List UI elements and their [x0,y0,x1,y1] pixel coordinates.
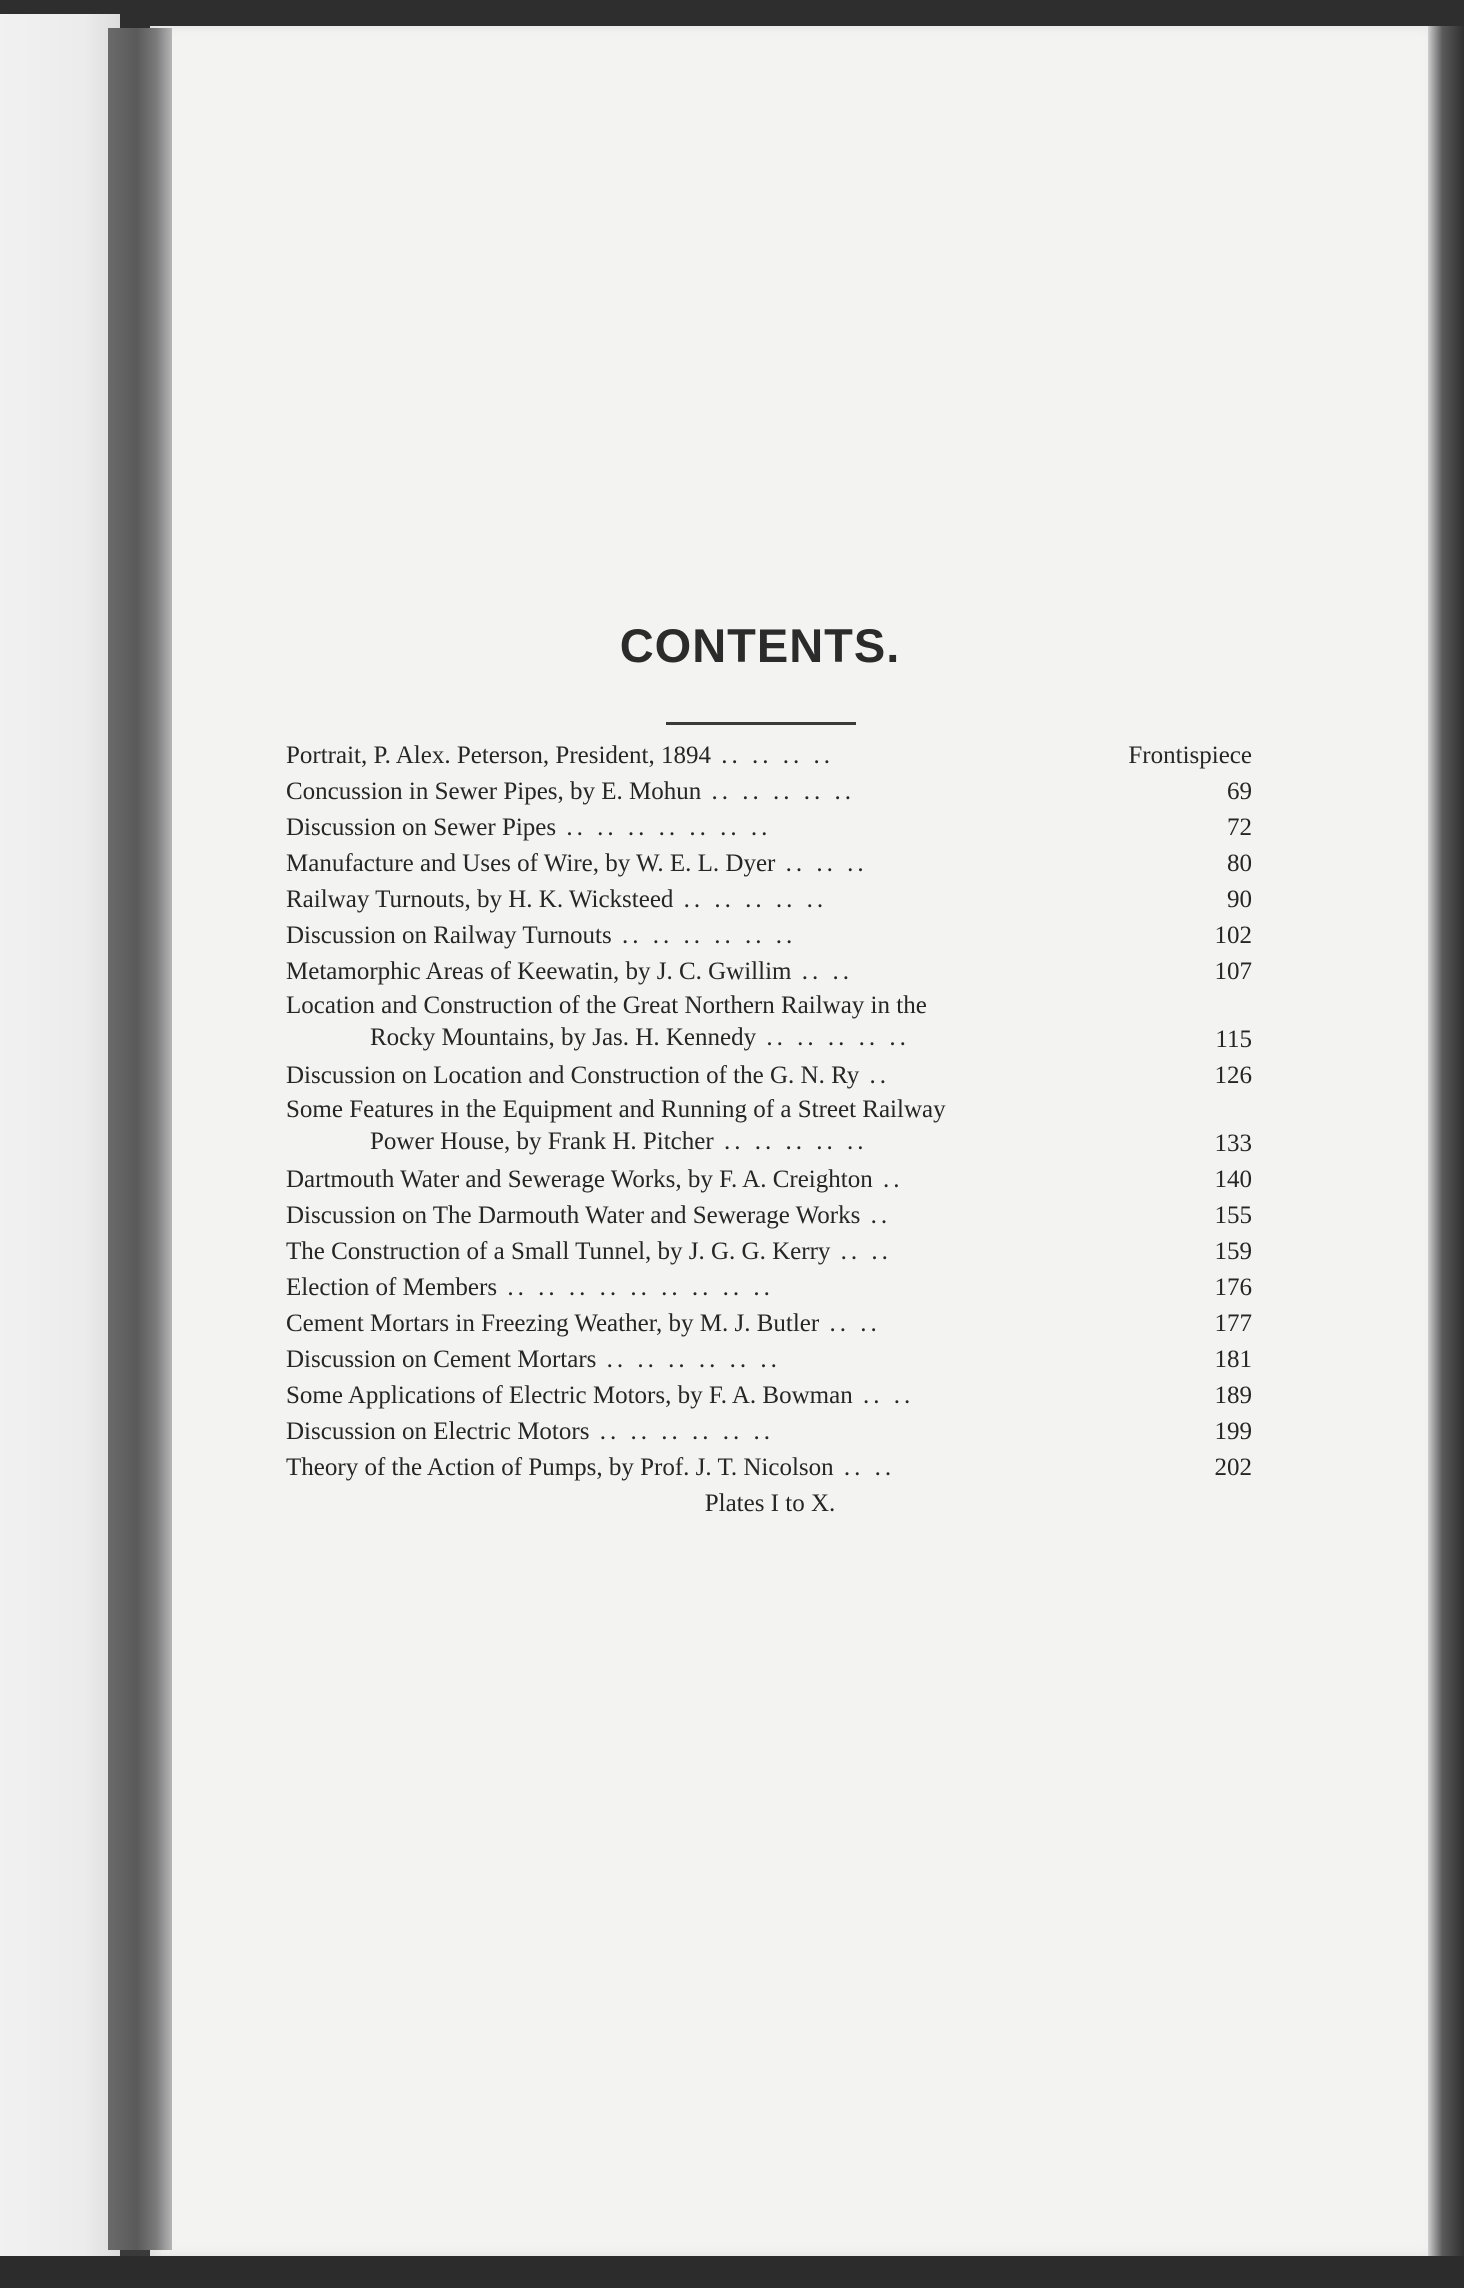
toc-page-number: 155 [1214,1202,1252,1229]
toc-entry [286,738,1252,774]
plates-note: Plates I to X. [704,1490,836,1517]
toc-entry-title: Discussion on Electric Motors [286,1418,590,1445]
toc-page-number: 133 [1214,1130,1252,1157]
toc-entry [286,1270,1252,1306]
toc-entry-title: Manufacture and Uses of Wire, by W. E. L. Dyer [286,850,776,877]
table-of-contents [286,738,1252,1486]
toc-leader-dots: .. .. .. .. .. .. [589,1418,774,1445]
toc-page-number: 176 [1214,1274,1252,1301]
book-gutter [108,28,172,2250]
toc-entry-title: Portrait, P. Alex. Peterson, President, 1894 [286,742,711,769]
toc-leader-dots: .. .. .. .. [710,742,834,769]
toc-page-number: 102 [1214,922,1252,949]
toc-entry-title: Some Applications of Electric Motors, by F. A. Bowman [286,1382,853,1409]
toc-entry [286,1450,1252,1486]
toc-entry [286,846,1252,882]
toc-leader-dots: .. [872,1166,904,1193]
toc-entry-title: Railway Turnouts, by H. K. Wicksteed [286,886,674,913]
toc-page-number: Frontispiece [1128,742,1252,769]
toc-leader-dots: .. .. .. .. .. [673,886,828,913]
toc-page-number: 177 [1214,1310,1252,1337]
toc-leader-dots: .. .. .. .. .. [713,1128,868,1155]
toc-entry-title: Discussion on Sewer Pipes [286,814,557,841]
toc-entry [286,918,1252,954]
toc-entry-title: Discussion on The Darmouth Water and Sewerage Works [286,1202,861,1229]
toc-entry [286,1058,1252,1094]
toc-leader-dots: .. .. [852,1382,915,1409]
toc-entry-title: Cement Mortars in Freezing Weather, by M. J. Butler [286,1310,820,1337]
toc-entry [286,1306,1252,1342]
toc-entry [286,774,1252,810]
toc-entry [286,1378,1252,1414]
toc-page-number: 107 [1214,958,1252,985]
toc-page-number: 181 [1214,1346,1252,1373]
toc-page-number: 202 [1214,1454,1252,1481]
toc-entry-title-continued: Rocky Mountains, by Jas. H. Kennedy [370,1024,757,1051]
toc-entry-title: Some Features in the Equipment and Running of a Street Railway [286,1096,946,1123]
toc-entry [286,990,1252,1058]
toc-entry-title: Concussion in Sewer Pipes, by E. Mohun [286,778,702,805]
toc-entry [286,810,1252,846]
toc-entry-title: Discussion on Cement Mortars [286,1346,597,1373]
toc-entry-title: Theory of the Action of Pumps, by Prof. J. T. Nicolson [286,1454,834,1481]
toc-leader-dots: .. .. .. .. .. [701,778,856,805]
facing-page-edge [0,14,120,2264]
toc-entry-title: Discussion on Location and Construction of the G. N. Ry [286,1062,860,1089]
toc-entry-title: The Construction of a Small Tunnel, by J. G. G. Kerry [286,1238,831,1265]
toc-entry-title: Discussion on Railway Turnouts [286,922,612,949]
toc-leader-dots: .. .. .. .. .. .. [611,922,797,949]
scan-bottom-border [0,2256,1464,2288]
toc-page-number: 69 [1227,778,1252,805]
toc-entry [286,954,1252,990]
title-rule [666,722,856,725]
toc-page-number: 140 [1214,1166,1252,1193]
toc-page-number: 199 [1214,1418,1252,1445]
toc-entry-title: Election of Members [286,1274,498,1301]
page-title: CONTENTS. [619,619,901,672]
toc-entry-title: Metamorphic Areas of Keewatin, by J. C. Gwillim [286,958,792,985]
toc-entry [286,1414,1252,1450]
toc-leader-dots: .. .. .. .. .. .. .. .. .. [497,1274,774,1301]
toc-leader-dots: .. .. [830,1238,892,1265]
toc-leader-dots: .. [860,1202,892,1229]
toc-leader-dots: .. .. .. [775,850,868,877]
toc-page-number: 80 [1227,850,1252,877]
toc-entry [286,1094,1252,1162]
toc-page-number: 115 [1215,1026,1252,1053]
toc-entry-title-continued: Power House, by Frank H. Pitcher [370,1128,714,1155]
toc-entry [286,1234,1252,1270]
toc-leader-dots: .. .. [791,958,853,985]
toc-entry [286,882,1252,918]
toc-entry [286,1342,1252,1378]
toc-leader-dots: .. .. .. .. .. .. [596,1346,781,1373]
toc-entry [286,1198,1252,1234]
toc-page-number: 189 [1214,1382,1252,1409]
toc-entry-title: Location and Construction of the Great Northern Railway in the [286,992,927,1019]
page-right-edge [1428,26,1464,2256]
toc-leader-dots: .. .. .. .. .. [756,1024,910,1051]
toc-page-number: 159 [1214,1238,1252,1265]
toc-entry-title: Dartmouth Water and Sewerage Works, by F. A. Creighton [286,1166,873,1193]
toc-leader-dots: .. .. [833,1454,896,1481]
toc-leader-dots: .. [859,1062,890,1089]
toc-leader-dots: .. .. [819,1310,881,1337]
toc-leader-dots: .. .. .. .. .. .. .. [556,814,772,841]
toc-page-number: 126 [1214,1062,1252,1089]
toc-page-number: 90 [1227,886,1252,913]
toc-page-number: 72 [1227,814,1252,841]
toc-entry [286,1162,1252,1198]
